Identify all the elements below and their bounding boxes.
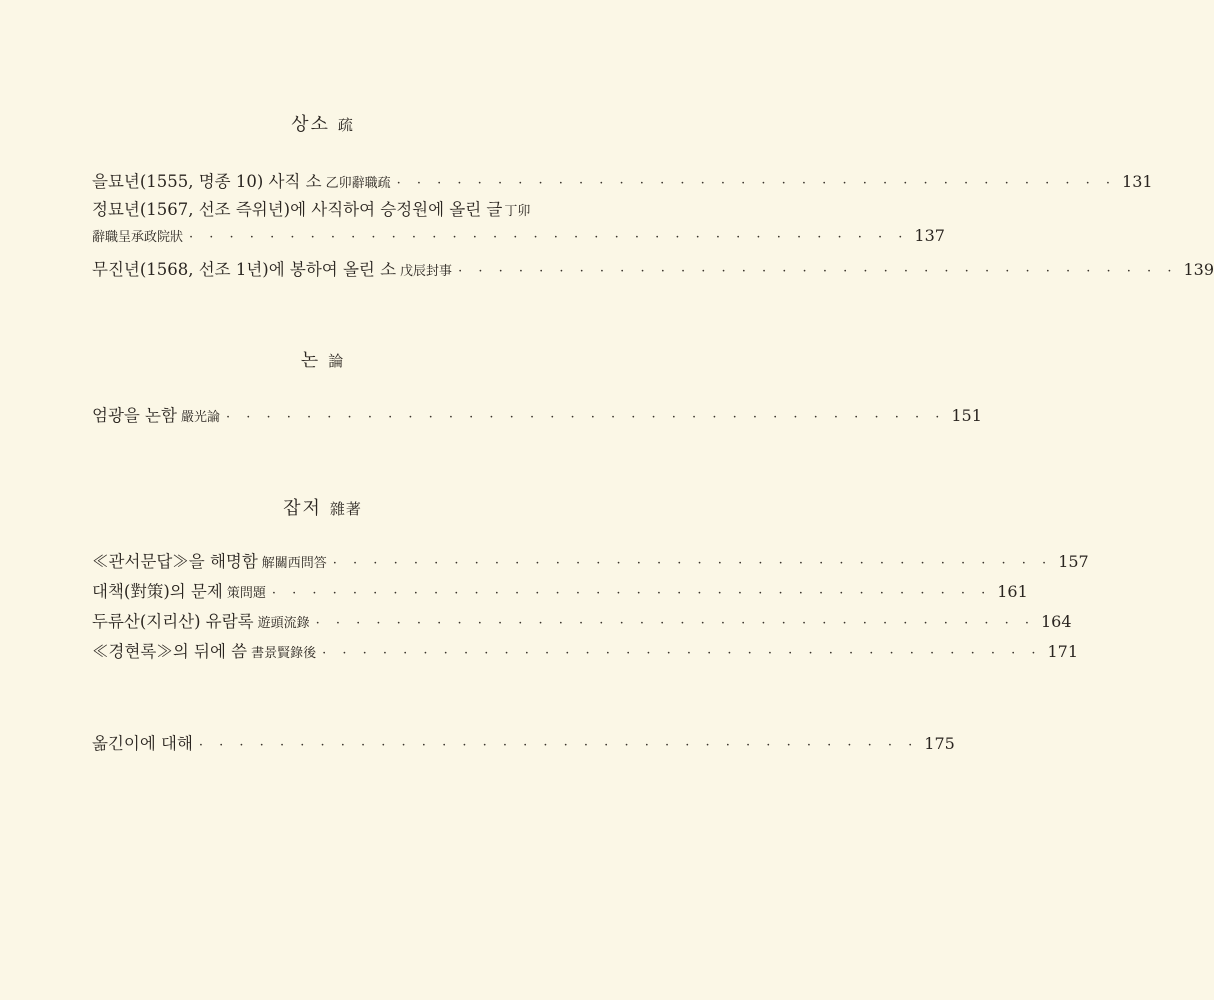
section-title: 잡저	[283, 498, 322, 519]
entry-title: 대책(對策)의 문제	[92, 582, 223, 601]
leader-dots: · · · · · · · · · · · · · · · · · · · · · · · · · · · · · · · · · · · ·	[396, 176, 1117, 191]
entry-title: 옮긴이에 대해	[92, 734, 193, 753]
entry-page-number: 171	[1047, 642, 1079, 661]
entry-title: 을묘년(1555, 명종 10) 사직 소	[92, 172, 322, 191]
leader-dots: · · · · · · · · · · · · · · · · · · · · · · · · · · · · · · · · · · · ·	[271, 586, 992, 601]
toc-entry-translator[interactable]	[92, 730, 955, 756]
entry-title: 무진년(1568, 선조 1년)에 봉하여 올린 소	[92, 260, 397, 279]
section-hanja: 論	[328, 352, 345, 370]
leader-dots: · · · · · · · · · · · · · · · · · · · · · · · · · · · · · · · · · · · ·	[225, 410, 946, 425]
entry-title: 두류산(지리산) 유람록	[92, 612, 254, 631]
entry-hanja: 嚴光論	[180, 410, 220, 425]
entry-page-number: 137	[914, 226, 945, 245]
section-heading-sangso	[0, 110, 645, 136]
entry-page-number: 131	[1122, 172, 1153, 191]
entry-title: 정묘년(1567, 선조 즉위년)에 사직하여 승정원에 올린 글	[92, 200, 503, 219]
entry-hanja: 乙卯辭職疏	[325, 176, 391, 191]
section-heading-non	[0, 346, 645, 372]
entry-page-number: 161	[997, 582, 1028, 601]
section-hanja: 雜著	[329, 500, 362, 518]
leader-dots: · · · · · · · · · · · · · · · · · · · · · · · · · · · · · · · · · · · ·	[198, 738, 919, 753]
toc-entry[interactable]	[92, 638, 1079, 664]
toc-entry[interactable]	[92, 578, 1028, 604]
leader-dots: · · · · · · · · · · · · · · · · · · · · · · · · · · · · · · · · · · · ·	[189, 230, 909, 245]
entry-page-number: 175	[924, 734, 955, 753]
leader-dots: · · · · · · · · · · · · · · · · · · · · · · · · · · · · · · · · · · · ·	[332, 556, 1053, 571]
toc-entry[interactable]	[92, 196, 533, 222]
entry-hanja: 策問題	[226, 586, 266, 601]
section-hanja: 疏	[337, 116, 354, 134]
entry-title: ≪관서문답≫을 해명함	[92, 552, 258, 571]
entry-hanja: 解關西問答	[261, 556, 327, 571]
entry-title: 엄광을 논함	[92, 406, 177, 425]
entry-page-number: 151	[951, 406, 982, 425]
toc-entry[interactable]	[92, 256, 1214, 282]
leader-dots: · · · · · · · · · · · · · · · · · · · · · · · · · · · · · · · · · · · ·	[458, 264, 1178, 279]
toc-entry[interactable]	[92, 548, 1089, 574]
entry-page-number: 139	[1183, 260, 1214, 279]
entry-hanja-continuation: 辭職呈承政院狀	[92, 230, 184, 245]
section-title: 논	[300, 350, 321, 371]
leader-dots: · · · · · · · · · · · · · · · · · · · · · · · · · · · · · · · · · · · ·	[315, 616, 1035, 631]
section-title: 상소	[291, 114, 330, 135]
entry-page-number: 157	[1058, 552, 1089, 571]
toc-entry-continuation[interactable]	[92, 226, 945, 252]
entry-title: ≪경현록≫의 뒤에 씀	[92, 642, 248, 661]
section-heading-japjeo	[0, 494, 645, 520]
entry-hanja: 遊頭流錄	[257, 616, 310, 631]
toc-entry[interactable]	[92, 168, 1153, 194]
entry-hanja: 戊辰封事	[400, 264, 453, 279]
toc-entry[interactable]	[92, 402, 982, 428]
entry-hanja: 書景賢錄後	[251, 646, 317, 661]
entry-page-number: 164	[1041, 612, 1072, 631]
leader-dots: · · · · · · · · · · · · · · · · · · · · · · · · · · · · · · · · · · · ·	[322, 646, 1042, 661]
toc-entry[interactable]	[92, 608, 1072, 634]
entry-hanja: 丁卯	[504, 204, 531, 219]
